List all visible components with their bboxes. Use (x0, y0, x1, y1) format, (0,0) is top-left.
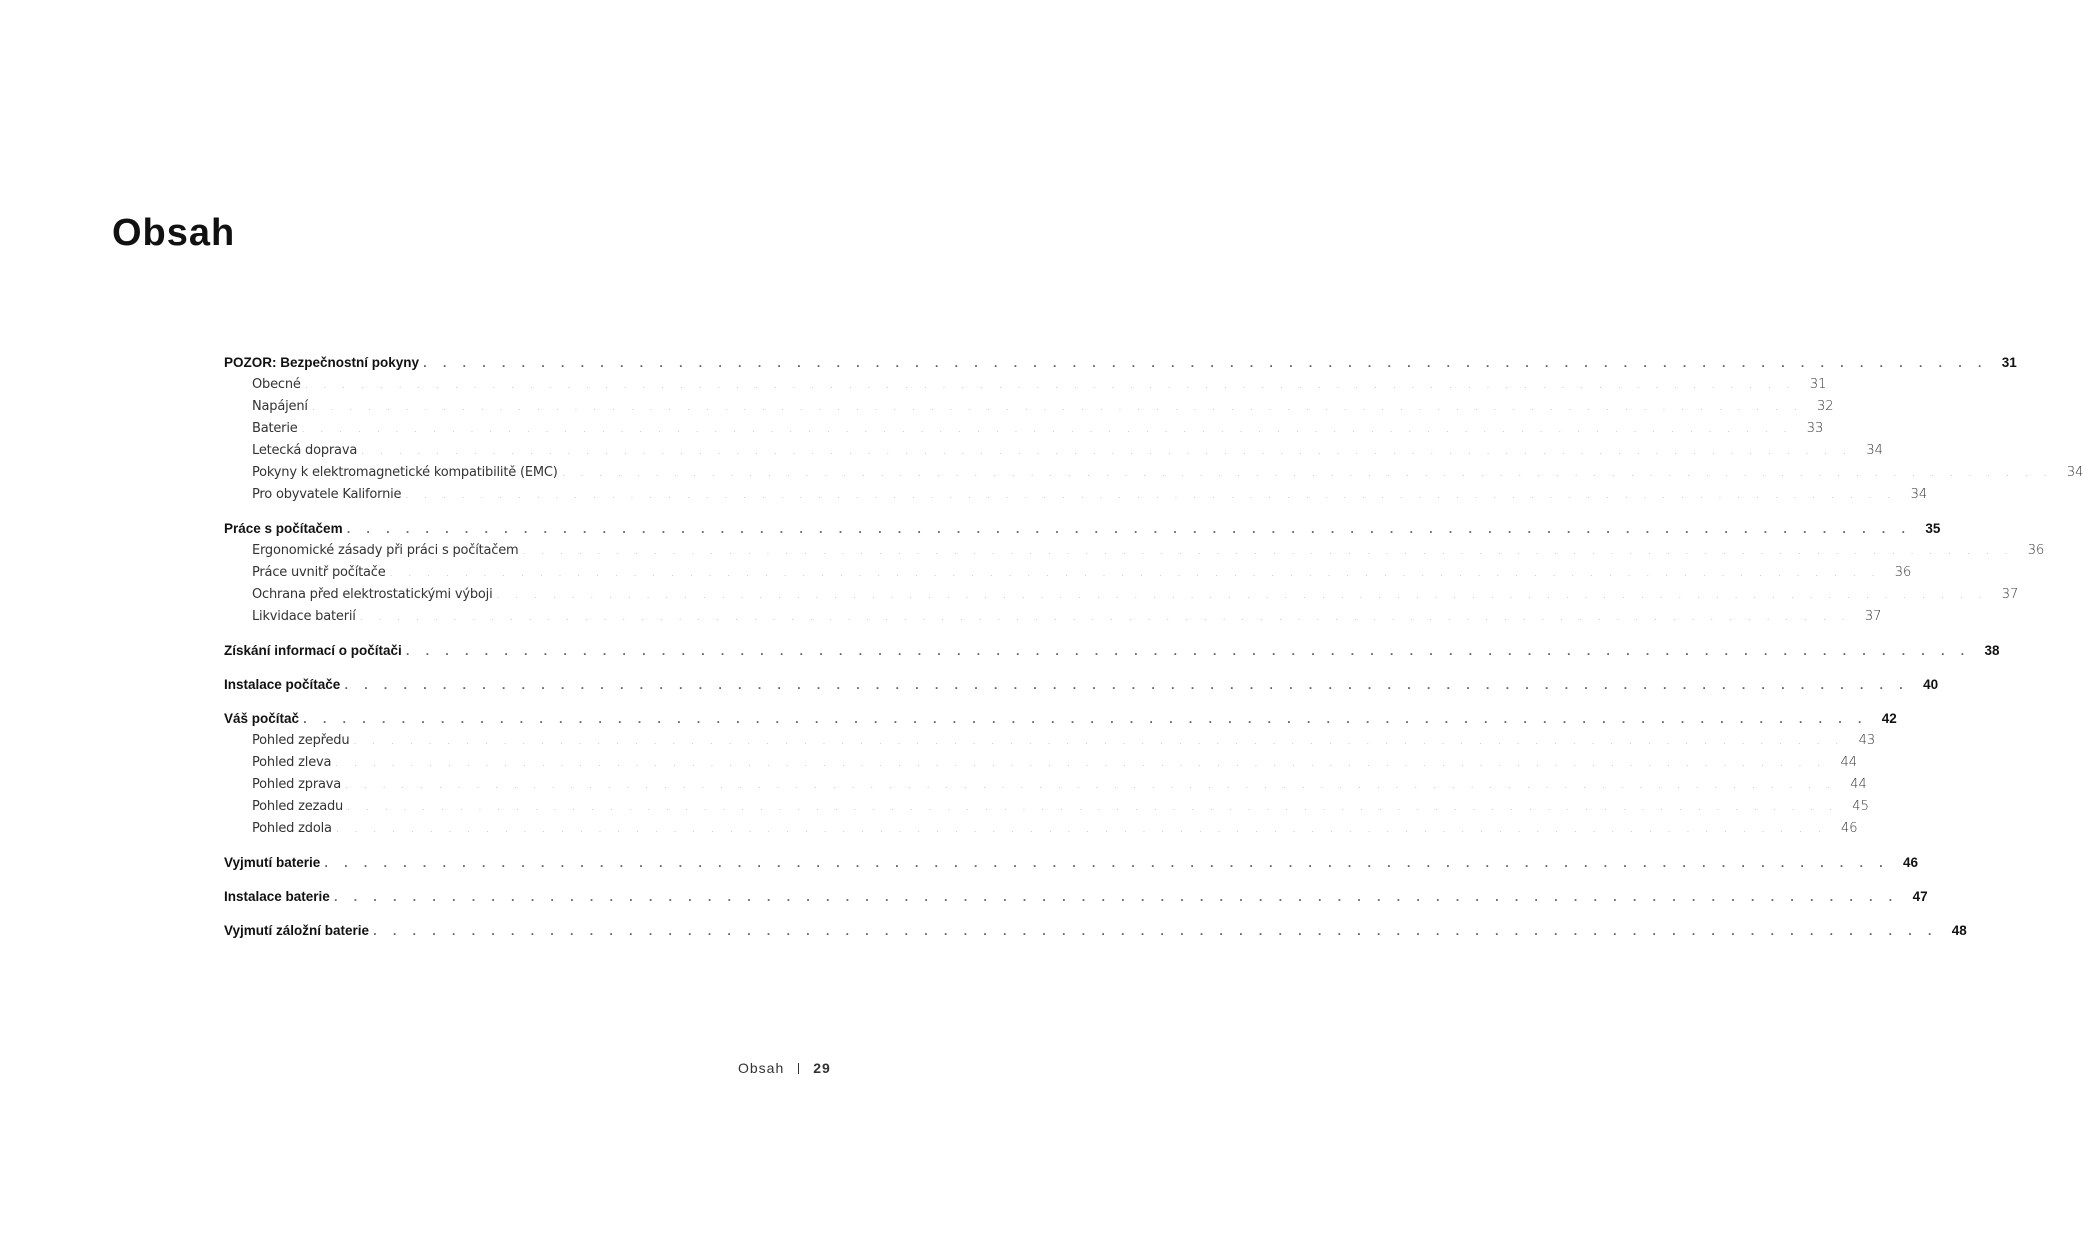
dot-leader: . . . . . . . . . . . . . . . . . . . . . . . . . . . . . . . . . . . . . . . . . . . . . . . . . . . . . . . . . . . . . . . . . . . . . . . . . . . . . . . . (324, 859, 1890, 870)
toc-subsection-entry[interactable] (224, 584, 2019, 606)
toc-section-entry[interactable] (224, 852, 1919, 874)
dot-leader: . . . . . . . . . . . . . . . . . . . . . . . . . . . . . . . . . . . . . . . . . . . . . . . . . . . . . . . . . . . . . . . . . . . . . . . . . . . . . . . . (344, 681, 1910, 692)
dot-leader: . . . . . . . . . . . . . . . . . . . . . . . . . . . . . . . . . . . . . . . . . . . . . . . . . . . . . . . . . . . . . . . . . . . . . . . . . . . . . . . . (346, 525, 1912, 536)
dot-leader: . . . . . . . . . . . . . . . . . . . . . . . . . . . . . . . . . . . . . . . . . . . . . . . . . . . . . . . . . . . . . . . . . . . . . . . . . . . . . . . . (405, 490, 1897, 501)
toc-subsection-entry-page-number: 34 (1866, 443, 1883, 458)
toc-section-entry-page-number: 31 (2001, 355, 2017, 370)
dot-leader: . . . . . . . . . . . . . . . . . . . . . . . . . . . . . . . . . . . . . . . . . . . . . . . . . . . . . . . . . . . . . . . . . . . . . . . . . . . . . . . . (561, 468, 2053, 479)
toc-section-entry-page-number: 42 (1881, 711, 1897, 726)
toc-subsection-entry-title: Práce uvnitř počítače (252, 565, 386, 580)
toc-section (224, 886, 1928, 908)
toc-subsection-entry-title: Pokyny k elektromagnetické kompatibilitě (EMC) (252, 465, 558, 480)
toc-section-entry-title: Práce s počítačem (224, 521, 343, 536)
toc-subsection-entry-title: Pohled zleva (252, 755, 332, 770)
toc-section-entry-title: Váš počítač (224, 711, 300, 726)
toc-section-entry-page-number: 38 (1984, 643, 2000, 658)
toc-subsection-entry-page-number: 44 (1840, 755, 1858, 770)
dot-leader: . . . . . . . . . . . . . . . . . . . . . . . . . . . . . . . . . . . . . . . . . . . . . . . . . . . . . . . . . . . . . . . . . . . . . . . . . . . . . . . . (335, 824, 1827, 835)
toc-subsection-entry[interactable] (224, 796, 1869, 818)
dot-leader: . . . . . . . . . . . . . . . . . . . . . . . . . . . . . . . . . . . . . . . . . . . . . . . . . . . . . . . . . . . . . . . . . . . . . . . . . . . . . . . . (333, 893, 1899, 904)
toc-subsection-entry-title: Pohled zezadu (252, 799, 344, 814)
toc-subsection-entry-title: Pohled zepředu (252, 733, 350, 748)
toc-section (224, 852, 1919, 874)
toc-section-entry-title: POZOR: Bezpečnostní pokyny (224, 355, 420, 370)
toc-section-entry-title: Vyjmutí baterie (224, 855, 321, 870)
dot-leader: . . . . . . . . . . . . . . . . . . . . . . . . . . . . . . . . . . . . . . . . . . . . . . . . . . . . . . . . . . . . . . . . . . . . . . . . . . . . . . . . (347, 802, 1839, 813)
toc-subsection-entry-page-number: 37 (2001, 587, 2019, 602)
toc-section-entry[interactable] (224, 708, 1897, 730)
toc-subsection-entry[interactable] (224, 484, 1928, 506)
toc-subsection-entry-page-number: 43 (1858, 733, 1876, 748)
toc-section (224, 674, 1939, 696)
toc-subsection-entry-page-number: 44 (1850, 777, 1867, 792)
toc-subsection-entry-page-number: 33 (1806, 421, 1824, 436)
toc-section-entry-title: Vyjmutí záložní baterie (224, 923, 370, 938)
toc-subsection-entry[interactable] (224, 730, 1876, 752)
toc-section-entry-page-number: 48 (1951, 923, 1967, 938)
toc-subsection-entry-title: Baterie (252, 421, 298, 436)
toc-subsection-entry-page-number: 36 (1894, 565, 1912, 580)
toc-subsection-entry[interactable] (224, 418, 1824, 440)
toc-subsection-entry-title: Pro obyvatele Kalifornie (252, 487, 402, 502)
toc-section-entry-title: Získání informací o počítači (224, 643, 402, 658)
dot-leader: . . . . . . . . . . . . . . . . . . . . . . . . . . . . . . . . . . . . . . . . . . . . . . . . . . . . . . . . . . . . . . . . . . . . . . . . . . . . . . . . (311, 402, 1803, 413)
toc-section-entry[interactable] (224, 674, 1939, 696)
dot-leader: . . . . . . . . . . . . . . . . . . . . . . . . . . . . . . . . . . . . . . . . . . . . . . . . . . . . . . . . . . . . . . . . . . . . . . . . . . . . . . . . (522, 546, 2014, 557)
toc-subsection-entry[interactable] (224, 562, 1912, 584)
table-of-contents (224, 352, 2083, 954)
footer-divider (798, 1063, 799, 1074)
toc-section-entry-page-number: 40 (1923, 677, 1939, 692)
dot-leader: . . . . . . . . . . . . . . . . . . . . . . . . . . . . . . . . . . . . . . . . . . . . . . . . . . . . . . . . . . . . . . . . . . . . . . . . . . . . . . . . (361, 446, 1853, 457)
toc-subsection-entry-title: Pohled zprava (252, 777, 342, 792)
toc-subsection-entry-title: Pohled zdola (252, 821, 332, 836)
dot-leader: . . . . . . . . . . . . . . . . . . . . . . . . . . . . . . . . . . . . . . . . . . . . . . . . . . . . . . . . . . . . . . . . . . . . . . . . . . . . . . . . (405, 647, 1971, 658)
toc-subsection-entry-page-number: 45 (1852, 799, 1869, 814)
toc-subsection-entry-page-number: 32 (1817, 399, 1834, 414)
dot-leader: . . . . . . . . . . . . . . . . . . . . . . . . . . . . . . . . . . . . . . . . . . . . . . . . . . . . . . . . . . . . . . . . . . . . . . . . . . . . . . . . (345, 780, 1837, 791)
toc-subsection-entry-title: Likvidace baterií (252, 609, 356, 624)
toc-subsection-entry[interactable] (224, 818, 1858, 840)
toc-section (224, 518, 2045, 628)
dot-leader: . . . . . . . . . . . . . . . . . . . . . . . . . . . . . . . . . . . . . . . . . . . . . . . . . . . . . . . . . . . . . . . . . . . . . . . . . . . . . . . . (389, 568, 1881, 579)
dot-leader: . . . . . . . . . . . . . . . . . . . . . . . . . . . . . . . . . . . . . . . . . . . . . . . . . . . . . . . . . . . . . . . . . . . . . . . . . . . . . . . . (303, 715, 1868, 726)
toc-section-entry[interactable] (224, 352, 2017, 374)
toc-section-entry-title: Instalace počítače (224, 677, 341, 692)
toc-subsection-entry-title: Obecné (252, 377, 301, 392)
toc-section-entry[interactable] (224, 518, 1941, 540)
dot-leader: . . . . . . . . . . . . . . . . . . . . . . . . . . . . . . . . . . . . . . . . . . . . . . . . . . . . . . . . . . . . . . . . . . . . . . . . . . . . . . . . (496, 590, 1988, 601)
toc-section-entry[interactable] (224, 886, 1928, 908)
dot-leader: . . . . . . . . . . . . . . . . . . . . . . . . . . . . . . . . . . . . . . . . . . . . . . . . . . . . . . . . . . . . . . . . . . . . . . . . . . . . . . . . (359, 612, 1851, 623)
toc-subsection-entry-page-number: 34 (2066, 465, 2083, 480)
dot-leader: . . . . . . . . . . . . . . . . . . . . . . . . . . . . . . . . . . . . . . . . . . . . . . . . . . . . . . . . . . . . . . . . . . . . . . . . . . . . . . . . (301, 424, 1793, 435)
toc-subsection-entry[interactable] (224, 540, 2045, 562)
toc-section (224, 708, 1897, 840)
dot-leader: . . . . . . . . . . . . . . . . . . . . . . . . . . . . . . . . . . . . . . . . . . . . . . . . . . . . . . . . . . . . . . . . . . . . . . . . . . . . . . . . (353, 736, 1845, 747)
dot-leader: . . . . . . . . . . . . . . . . . . . . . . . . . . . . . . . . . . . . . . . . . . . . . . . . . . . . . . . . . . . . . . . . . . . . . . . . . . . . . . . . (335, 758, 1827, 769)
toc-subsection-entry-page-number: 37 (1864, 609, 1882, 624)
toc-subsection-entry-title: Ergonomické zásady při práci s počítačem (252, 543, 519, 558)
toc-subsection-entry-title: Ochrana před elektrostatickými výboji (252, 587, 493, 602)
footer-page-number: 29 (813, 1060, 831, 1076)
toc-subsection-entry[interactable] (224, 374, 1827, 396)
page-title: Obsah (112, 212, 236, 254)
toc-subsection-entry[interactable] (224, 396, 1834, 418)
toc-section-entry-page-number: 35 (1925, 521, 1941, 536)
toc-subsection-entry[interactable] (224, 606, 1882, 628)
toc-subsection-entry[interactable] (224, 774, 1867, 796)
toc-section (224, 640, 2000, 662)
toc-subsection-entry[interactable] (224, 752, 1858, 774)
footer-section-title: Obsah (738, 1060, 785, 1076)
toc-subsection-entry-page-number: 46 (1841, 821, 1858, 836)
toc-subsection-entry-title: Napájení (252, 399, 308, 414)
toc-subsection-entry-page-number: 36 (2027, 543, 2045, 558)
toc-subsection-entry[interactable] (224, 440, 1883, 462)
dot-leader: . . . . . . . . . . . . . . . . . . . . . . . . . . . . . . . . . . . . . . . . . . . . . . . . . . . . . . . . . . . . . . . . . . . . . . . . . . . . . . . . (423, 359, 1988, 370)
toc-section-entry[interactable] (224, 920, 1967, 942)
toc-subsection-entry-title: Letecká doprava (252, 443, 358, 458)
page-footer (738, 1060, 831, 1076)
toc-section (224, 920, 1967, 942)
toc-subsection-entry-page-number: 31 (1809, 377, 1827, 392)
dot-leader: . . . . . . . . . . . . . . . . . . . . . . . . . . . . . . . . . . . . . . . . . . . . . . . . . . . . . . . . . . . . . . . . . . . . . . . . . . . . . . . . (373, 927, 1938, 938)
toc-section-entry-title: Instalace baterie (224, 889, 330, 904)
toc-section-entry-page-number: 46 (1903, 855, 1919, 870)
dot-leader: . . . . . . . . . . . . . . . . . . . . . . . . . . . . . . . . . . . . . . . . . . . . . . . . . . . . . . . . . . . . . . . . . . . . . . . . . . . . . . . . (304, 380, 1796, 391)
toc-section-entry-page-number: 47 (1912, 889, 1928, 904)
toc-subsection-entry-page-number: 34 (1910, 487, 1928, 502)
toc-subsection-entry[interactable] (224, 462, 2083, 484)
toc-section (224, 352, 2083, 506)
toc-section-entry[interactable] (224, 640, 2000, 662)
